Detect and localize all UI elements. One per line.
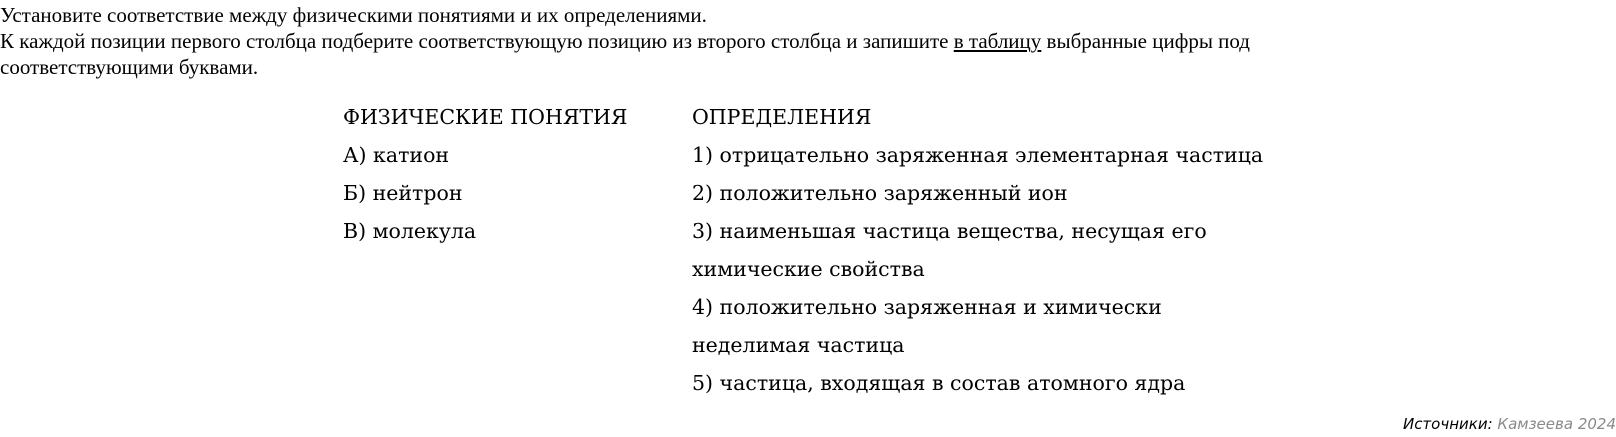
concept-item-a: А) катион bbox=[343, 143, 450, 167]
sources-footer bbox=[1403, 414, 1616, 434]
definition-line-4: 4) положительно заряженная и химически bbox=[692, 295, 1162, 319]
concepts-column bbox=[343, 98, 628, 250]
table-reference: в таблицу bbox=[953, 29, 1042, 53]
concept-item-v: В) молекула bbox=[343, 219, 477, 243]
definition-line-3: 3) наименьшая частица вещества, несущая его bbox=[692, 219, 1207, 243]
task-instructions bbox=[0, 2, 1600, 80]
instruction-text: выбранные цифры под bbox=[1041, 29, 1250, 53]
definitions-header: ОПРЕДЕЛЕНИЯ bbox=[692, 105, 872, 129]
sources-value: Камзеева 2024 bbox=[1497, 415, 1616, 433]
instruction-line-2 bbox=[0, 28, 1600, 54]
concepts-header: ФИЗИЧЕСКИЕ ПОНЯТИЯ bbox=[343, 105, 628, 129]
concept-item-b: Б) нейтрон bbox=[343, 181, 463, 205]
definition-line-2: 2) положительно заряженный ион bbox=[692, 181, 1068, 205]
definitions-column bbox=[692, 98, 1263, 402]
definition-line-5: 5) частица, входящая в состав атомного ядра bbox=[692, 371, 1186, 395]
definition-line-4-cont: неделимая частица bbox=[692, 333, 905, 357]
instruction-line-1: Установите соответствие между физическими понятиями и их определениями. bbox=[0, 3, 707, 27]
instruction-line-3: соответствующими буквами. bbox=[0, 55, 259, 79]
instruction-text: К каждой позиции первого столбца подберите соответствующую позицию из второго столбца и запишите bbox=[0, 29, 954, 53]
definition-line-1: 1) отрицательно заряженная элементарная частица bbox=[692, 143, 1264, 167]
sources-label: Источники: bbox=[1402, 415, 1493, 433]
definition-line-3-cont: химические свойства bbox=[692, 257, 925, 281]
